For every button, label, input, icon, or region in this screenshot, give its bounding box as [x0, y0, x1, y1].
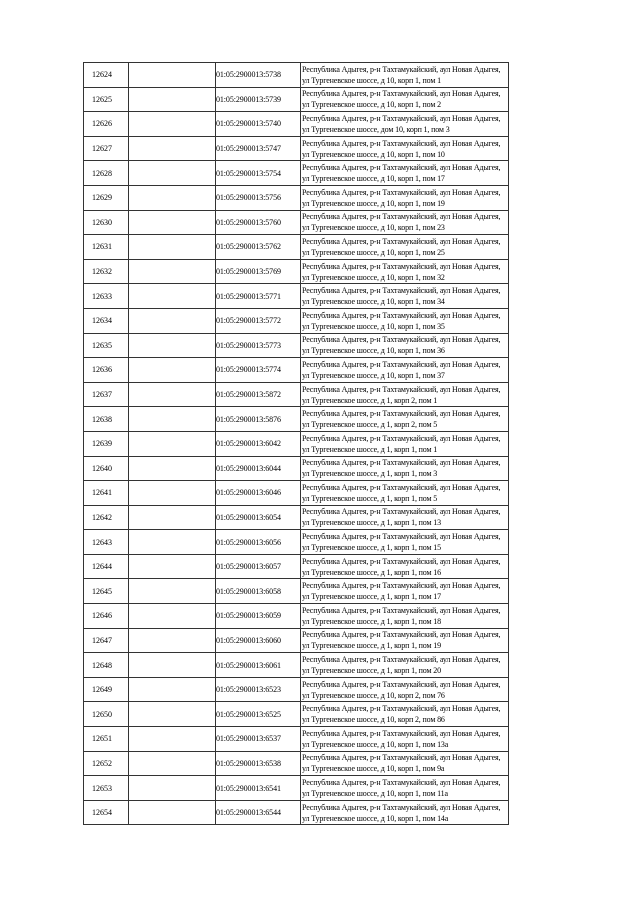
address-line-1: Республика Адыгея, р-н Тахтамукайский, аул Новая Адыгея,: [302, 655, 501, 665]
empty-cell: [129, 727, 216, 752]
address-cell: [301, 481, 509, 506]
empty-cell: [129, 604, 216, 629]
row-number-cell: 12638: [84, 407, 129, 432]
address-line-2: ул Тургеневское шоссе, д 10, корп 1, пом 34: [302, 297, 445, 307]
address-line-1: Республика Адыгея, р-н Тахтамукайский, аул Новая Адыгея,: [302, 507, 501, 517]
row-number-cell: 12651: [84, 727, 129, 752]
address-cell: [301, 677, 509, 702]
address-cell: [301, 382, 509, 407]
row-number-cell: 12650: [84, 702, 129, 727]
empty-cell: [129, 800, 216, 825]
cadastral-number-cell: 01:05:2900013:6042: [216, 431, 301, 456]
address-cell: [301, 235, 509, 260]
address-line-2: ул Тургеневское шоссе, д 10, корп 1, пом 10: [302, 149, 445, 159]
table-row: [84, 407, 509, 432]
table-row: [84, 727, 509, 752]
address-cell: [301, 161, 509, 186]
cadastral-number-cell: 01:05:2900013:6058: [216, 579, 301, 604]
empty-cell: [129, 333, 216, 358]
empty-cell: [129, 136, 216, 161]
cadastral-number-cell: 01:05:2900013:6046: [216, 481, 301, 506]
address-line-1: Республика Адыгея, р-н Тахтамукайский, аул Новая Адыгея,: [302, 89, 501, 99]
address-cell: [301, 456, 509, 481]
cadastral-number-cell: 01:05:2900013:5739: [216, 87, 301, 112]
address-cell: [301, 210, 509, 235]
address-line-2: ул Тургеневское шоссе, д 10, корп 1, пом 23: [302, 223, 445, 233]
address-line-1: Республика Адыгея, р-н Тахтамукайский, аул Новая Адыгея,: [302, 458, 501, 468]
address-line-2: ул Тургеневское шоссе, д 1, корп 1, пом 17: [302, 592, 441, 602]
address-cell: [301, 407, 509, 432]
address-line-1: Республика Адыгея, р-н Тахтамукайский, аул Новая Адыгея,: [302, 679, 501, 689]
empty-cell: [129, 456, 216, 481]
empty-cell: [129, 284, 216, 309]
address-line-2: ул Тургеневское шоссе, д 1, корп 1, пом 1: [302, 444, 438, 454]
address-line-2: ул Тургеневское шоссе, д 10, корп 1, пом 13а: [302, 739, 449, 749]
address-line-1: Республика Адыгея, р-н Тахтамукайский, аул Новая Адыгея,: [302, 310, 501, 320]
table-row: [84, 259, 509, 284]
row-number-cell: 12633: [84, 284, 129, 309]
address-cell: [301, 358, 509, 383]
address-line-2: ул Тургеневское шоссе, д 1, корп 1, пом 15: [302, 543, 441, 553]
address-line-1: Республика Адыгея, р-н Тахтамукайский, аул Новая Адыгея,: [302, 236, 501, 246]
row-number-cell: 12635: [84, 333, 129, 358]
address-line-1: Республика Адыгея, р-н Тахтамукайский, аул Новая Адыгея,: [302, 138, 501, 148]
address-line-2: ул Тургеневское шоссе, д 10, корп 1, пом 1: [302, 75, 441, 85]
cadastral-number-cell: 01:05:2900013:6057: [216, 554, 301, 579]
table-row: [84, 87, 509, 112]
row-number-cell: 12639: [84, 431, 129, 456]
address-line-2: ул Тургеневское шоссе, д 10, корп 1, пом 11а: [302, 789, 448, 799]
address-line-1: Республика Адыгея, р-н Тахтамукайский, аул Новая Адыгея,: [302, 433, 501, 443]
address-cell: [301, 604, 509, 629]
table-row: [84, 235, 509, 260]
cadastral-number-cell: 01:05:2900013:5760: [216, 210, 301, 235]
row-number-cell: 12630: [84, 210, 129, 235]
cadastral-number-cell: 01:05:2900013:5747: [216, 136, 301, 161]
cadastral-number-cell: 01:05:2900013:5772: [216, 308, 301, 333]
address-cell: [301, 579, 509, 604]
address-cell: [301, 431, 509, 456]
table-row: [84, 136, 509, 161]
address-line-2: ул Тургеневское шоссе, д 10, корп 1, пом 32: [302, 272, 445, 282]
empty-cell: [129, 63, 216, 88]
row-number-cell: 12636: [84, 358, 129, 383]
cadastral-number-cell: 01:05:2900013:6537: [216, 727, 301, 752]
address-line-2: ул Тургеневское шоссе, д 10, корп 1, пом 14а: [302, 813, 449, 823]
empty-cell: [129, 210, 216, 235]
address-line-2: ул Тургеневское шоссе, д 10, корп 1, пом 25: [302, 247, 445, 257]
empty-cell: [129, 653, 216, 678]
address-cell: [301, 112, 509, 137]
table-row: [84, 284, 509, 309]
address-cell: [301, 185, 509, 210]
address-line-2: ул Тургеневское шоссе, д 1, корп 1, пом 13: [302, 518, 441, 528]
empty-cell: [129, 431, 216, 456]
empty-cell: [129, 161, 216, 186]
table-row: [84, 456, 509, 481]
empty-cell: [129, 87, 216, 112]
cadastral-number-cell: 01:05:2900013:5769: [216, 259, 301, 284]
empty-cell: [129, 481, 216, 506]
address-line-2: ул Тургеневское шоссе, д 10, корп 1, пом 9а: [302, 764, 445, 774]
row-number-cell: 12646: [84, 604, 129, 629]
empty-cell: [129, 112, 216, 137]
address-line-2: ул Тургеневское шоссе, д 10, корп 1, пом 36: [302, 346, 445, 356]
address-line-1: Республика Адыгея, р-н Тахтамукайский, аул Новая Адыгея,: [302, 212, 501, 222]
table-row: [84, 554, 509, 579]
address-line-1: Республика Адыгея, р-н Тахтамукайский, аул Новая Адыгея,: [302, 286, 501, 296]
table-row: [84, 751, 509, 776]
cadastral-number-cell: 01:05:2900013:5771: [216, 284, 301, 309]
cadastral-number-cell: 01:05:2900013:6541: [216, 776, 301, 801]
row-number-cell: 12631: [84, 235, 129, 260]
address-cell: [301, 727, 509, 752]
cadastral-number-cell: 01:05:2900013:5773: [216, 333, 301, 358]
table-row: [84, 333, 509, 358]
address-cell: [301, 259, 509, 284]
empty-cell: [129, 358, 216, 383]
cadastral-number-cell: 01:05:2900013:6061: [216, 653, 301, 678]
row-number-cell: 12642: [84, 505, 129, 530]
row-number-cell: 12632: [84, 259, 129, 284]
table-row: [84, 604, 509, 629]
empty-cell: [129, 259, 216, 284]
address-line-1: Республика Адыгея, р-н Тахтамукайский, аул Новая Адыгея,: [302, 581, 501, 591]
address-line-2: ул Тургеневское шоссе, д 10, корп 1, пом 35: [302, 321, 445, 331]
cadastral-number-cell: 01:05:2900013:6044: [216, 456, 301, 481]
address-line-2: ул Тургеневское шоссе, д 1, корп 2, пом 1: [302, 395, 438, 405]
row-number-cell: 12628: [84, 161, 129, 186]
table-row: [84, 677, 509, 702]
address-line-1: Республика Адыгея, р-н Тахтамукайский, аул Новая Адыгея,: [302, 409, 501, 419]
table-row: [84, 161, 509, 186]
cadastral-number-cell: 01:05:2900013:6060: [216, 628, 301, 653]
address-line-1: Республика Адыгея, р-н Тахтамукайский, аул Новая Адыгея,: [302, 359, 501, 369]
cadastral-number-cell: 01:05:2900013:6538: [216, 751, 301, 776]
registry-table-body: [84, 63, 509, 825]
table-row: [84, 210, 509, 235]
empty-cell: [129, 677, 216, 702]
address-line-1: Республика Адыгея, р-н Тахтамукайский, аул Новая Адыгея,: [302, 187, 501, 197]
address-cell: [301, 530, 509, 555]
address-line-1: Республика Адыгея, р-н Тахтамукайский, аул Новая Адыгея,: [302, 630, 501, 640]
address-cell: [301, 87, 509, 112]
table-row: [84, 431, 509, 456]
address-line-2: ул Тургеневское шоссе, дом 10, корп 1, пом 3: [302, 124, 450, 134]
row-number-cell: 12634: [84, 308, 129, 333]
address-line-1: Республика Адыгея, р-н Тахтамукайский, аул Новая Адыгея,: [302, 335, 501, 345]
cadastral-number-cell: 01:05:2900013:5756: [216, 185, 301, 210]
address-cell: [301, 702, 509, 727]
table-row: [84, 702, 509, 727]
address-cell: [301, 505, 509, 530]
address-line-2: ул Тургеневское шоссе, д 10, корп 2, пом 86: [302, 715, 445, 725]
cadastral-number-cell: 01:05:2900013:5754: [216, 161, 301, 186]
address-line-1: Республика Адыгея, р-н Тахтамукайский, аул Новая Адыгея,: [302, 261, 501, 271]
address-line-1: Республика Адыгея, р-н Тахтамукайский, аул Новая Адыгея,: [302, 778, 501, 788]
address-line-1: Республика Адыгея, р-н Тахтамукайский, аул Новая Адыгея,: [302, 384, 501, 394]
address-line-2: ул Тургеневское шоссе, д 10, корп 1, пом 17: [302, 174, 445, 184]
address-line-1: Республика Адыгея, р-н Тахтамукайский, аул Новая Адыгея,: [302, 163, 501, 173]
table-row: [84, 530, 509, 555]
address-line-1: Республика Адыгея, р-н Тахтамукайский, аул Новая Адыгея,: [302, 704, 501, 714]
row-number-cell: 12644: [84, 554, 129, 579]
row-number-cell: 12645: [84, 579, 129, 604]
row-number-cell: 12625: [84, 87, 129, 112]
cadastral-number-cell: 01:05:2900013:6054: [216, 505, 301, 530]
cadastral-number-cell: 01:05:2900013:5872: [216, 382, 301, 407]
row-number-cell: 12654: [84, 800, 129, 825]
empty-cell: [129, 407, 216, 432]
empty-cell: [129, 235, 216, 260]
table-row: [84, 63, 509, 88]
address-cell: [301, 284, 509, 309]
row-number-cell: 12649: [84, 677, 129, 702]
address-cell: [301, 751, 509, 776]
empty-cell: [129, 751, 216, 776]
table-row: [84, 653, 509, 678]
address-line-2: ул Тургеневское шоссе, д 1, корп 1, пом 5: [302, 493, 438, 503]
row-number-cell: 12629: [84, 185, 129, 210]
cadastral-number-cell: 01:05:2900013:6523: [216, 677, 301, 702]
table-row: [84, 358, 509, 383]
table-row: [84, 308, 509, 333]
address-line-2: ул Тургеневское шоссе, д 10, корп 1, пом 19: [302, 198, 445, 208]
row-number-cell: 12641: [84, 481, 129, 506]
cadastral-number-cell: 01:05:2900013:5762: [216, 235, 301, 260]
empty-cell: [129, 185, 216, 210]
table-row: [84, 382, 509, 407]
row-number-cell: 12647: [84, 628, 129, 653]
empty-cell: [129, 776, 216, 801]
table-row: [84, 776, 509, 801]
address-line-2: ул Тургеневское шоссе, д 10, корп 1, пом 2: [302, 100, 441, 110]
address-cell: [301, 776, 509, 801]
row-number-cell: 12652: [84, 751, 129, 776]
property-registry-table: [83, 62, 509, 825]
address-line-1: Республика Адыгея, р-н Тахтамукайский, аул Новая Адыгея,: [302, 556, 501, 566]
address-cell: [301, 653, 509, 678]
table-row: [84, 628, 509, 653]
address-cell: [301, 800, 509, 825]
address-line-2: ул Тургеневское шоссе, д 1, корп 2, пом 5: [302, 420, 438, 430]
address-cell: [301, 308, 509, 333]
address-line-1: Республика Адыгея, р-н Тахтамукайский, аул Новая Адыгея,: [302, 753, 501, 763]
address-line-1: Республика Адыгея, р-н Тахтамукайский, аул Новая Адыгея,: [302, 802, 501, 812]
row-number-cell: 12637: [84, 382, 129, 407]
table-row: [84, 505, 509, 530]
table-row: [84, 185, 509, 210]
address-line-2: ул Тургеневское шоссе, д 1, корп 1, пом 19: [302, 641, 441, 651]
address-line-2: ул Тургеневское шоссе, д 1, корп 1, пом 16: [302, 567, 441, 577]
address-line-1: Республика Адыгея, р-н Тахтамукайский, аул Новая Адыгея,: [302, 605, 501, 615]
address-line-1: Республика Адыгея, р-н Тахтамукайский, аул Новая Адыгея,: [302, 113, 501, 123]
empty-cell: [129, 554, 216, 579]
table-row: [84, 579, 509, 604]
address-line-2: ул Тургеневское шоссе, д 1, корп 1, пом 3: [302, 469, 438, 479]
cadastral-number-cell: 01:05:2900013:5738: [216, 63, 301, 88]
address-line-2: ул Тургеневское шоссе, д 10, корп 1, пом 37: [302, 370, 445, 380]
row-number-cell: 12640: [84, 456, 129, 481]
cadastral-number-cell: 01:05:2900013:5774: [216, 358, 301, 383]
table-row: [84, 800, 509, 825]
address-line-1: Республика Адыгея, р-н Тахтамукайский, аул Новая Адыгея,: [302, 64, 501, 74]
empty-cell: [129, 702, 216, 727]
table-row: [84, 481, 509, 506]
address-cell: [301, 333, 509, 358]
address-cell: [301, 628, 509, 653]
address-line-1: Республика Адыгея, р-н Тахтамукайский, аул Новая Адыгея,: [302, 482, 501, 492]
row-number-cell: 12624: [84, 63, 129, 88]
address-cell: [301, 554, 509, 579]
row-number-cell: 12643: [84, 530, 129, 555]
empty-cell: [129, 579, 216, 604]
address-line-1: Республика Адыгея, р-н Тахтамукайский, аул Новая Адыгея,: [302, 728, 501, 738]
address-line-2: ул Тургеневское шоссе, д 10, корп 2, пом 76: [302, 690, 445, 700]
empty-cell: [129, 530, 216, 555]
empty-cell: [129, 382, 216, 407]
address-cell: [301, 63, 509, 88]
cadastral-number-cell: 01:05:2900013:6544: [216, 800, 301, 825]
address-line-2: ул Тургеневское шоссе, д 1, корп 1, пом 18: [302, 616, 441, 626]
empty-cell: [129, 505, 216, 530]
cadastral-number-cell: 01:05:2900013:6059: [216, 604, 301, 629]
row-number-cell: 12626: [84, 112, 129, 137]
cadastral-number-cell: 01:05:2900013:5740: [216, 112, 301, 137]
address-line-2: ул Тургеневское шоссе, д 1, корп 1, пом 20: [302, 666, 441, 676]
cadastral-number-cell: 01:05:2900013:6525: [216, 702, 301, 727]
row-number-cell: 12653: [84, 776, 129, 801]
cadastral-number-cell: 01:05:2900013:6056: [216, 530, 301, 555]
table-row: [84, 112, 509, 137]
empty-cell: [129, 308, 216, 333]
cadastral-number-cell: 01:05:2900013:5876: [216, 407, 301, 432]
empty-cell: [129, 628, 216, 653]
address-cell: [301, 136, 509, 161]
address-line-1: Республика Адыгея, р-н Тахтамукайский, аул Новая Адыгея,: [302, 532, 501, 542]
row-number-cell: 12648: [84, 653, 129, 678]
row-number-cell: 12627: [84, 136, 129, 161]
